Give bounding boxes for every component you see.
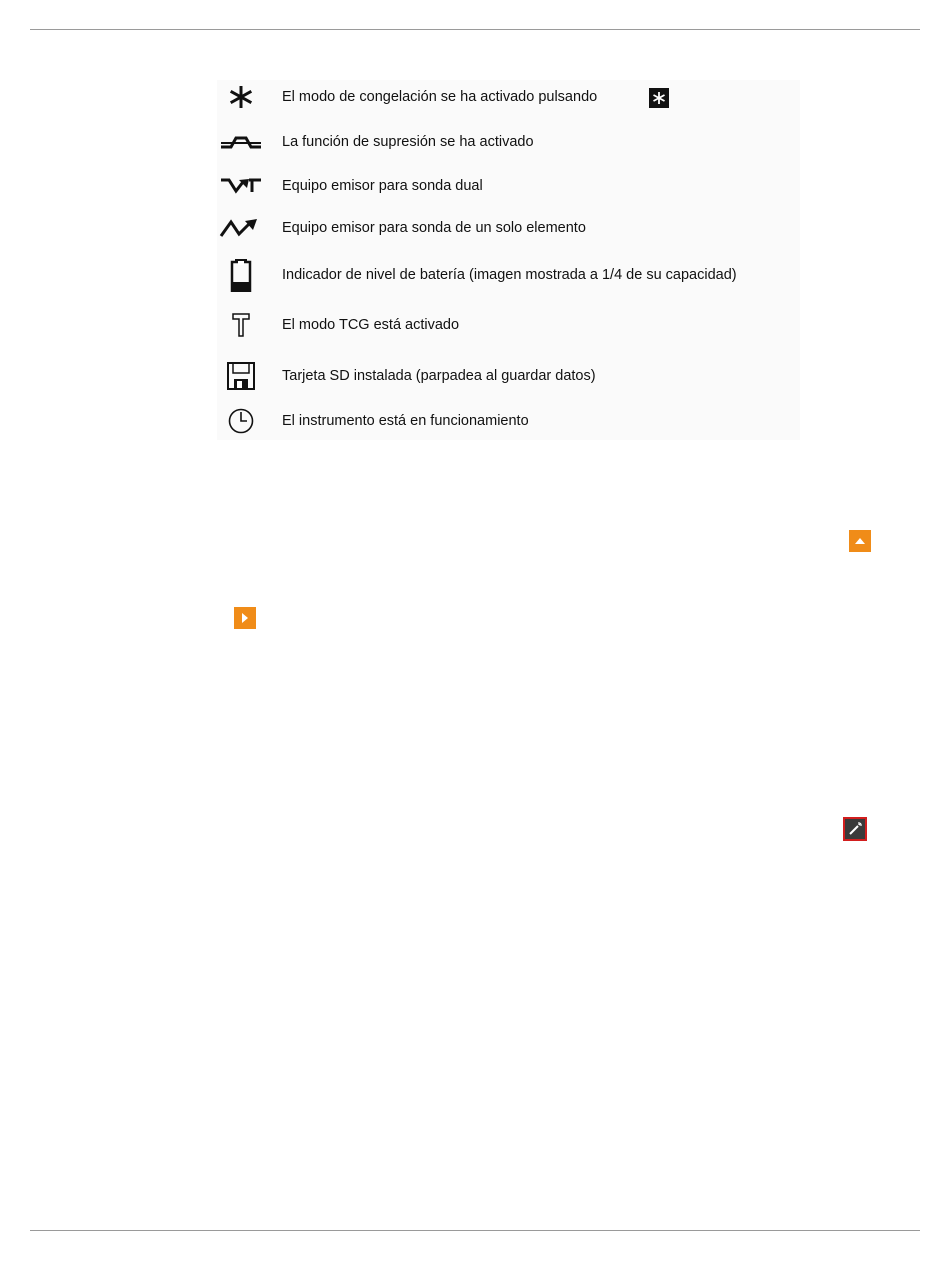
legend-row-single-element [217, 213, 800, 243]
legend-row-freeze [217, 82, 800, 112]
clock-icon [217, 406, 265, 436]
legend-text: Tarjeta SD instalada (parpadea al guardar datos) [282, 368, 596, 384]
tcg-mode-icon [217, 310, 265, 340]
legend-text: Equipo emisor para sonda de un solo elemento [282, 220, 586, 236]
sd-card-floppy-icon [217, 361, 265, 391]
freeze-key-icon [649, 88, 669, 108]
legend-row-dual-probe [217, 171, 800, 201]
battery-level-icon [217, 260, 265, 290]
orange-right-arrow-icon[interactable] [234, 607, 256, 629]
legend-row-sd-card [217, 361, 800, 391]
freeze-asterisk-icon [217, 82, 265, 112]
legend-text: El instrumento está en funcionamiento [282, 413, 529, 429]
dual-probe-pulser-icon [217, 171, 265, 201]
suppression-icon [217, 127, 265, 157]
legend-row-suppression [217, 127, 800, 157]
footer-rule [30, 1230, 920, 1231]
red-framed-wand-icon[interactable] [843, 817, 867, 841]
legend-text: El modo TCG está activado [282, 317, 460, 333]
legend-row-clock [217, 406, 800, 436]
header-rule [30, 29, 920, 30]
legend-text: El modo de congelación se ha activado pulsando [282, 89, 598, 105]
legend-text: Equipo emisor para sonda dual [282, 178, 483, 194]
orange-up-arrow-icon[interactable] [849, 530, 871, 552]
legend-row-battery [217, 260, 800, 290]
single-element-pulser-icon [217, 213, 265, 243]
legend-text: Indicador de nivel de batería (imagen mostrada a 1/4 de su capacidad) [282, 267, 737, 283]
status-icons-legend [217, 80, 800, 440]
legend-text: La función de supresión se ha activado [282, 134, 534, 150]
legend-row-tcg [217, 310, 800, 340]
